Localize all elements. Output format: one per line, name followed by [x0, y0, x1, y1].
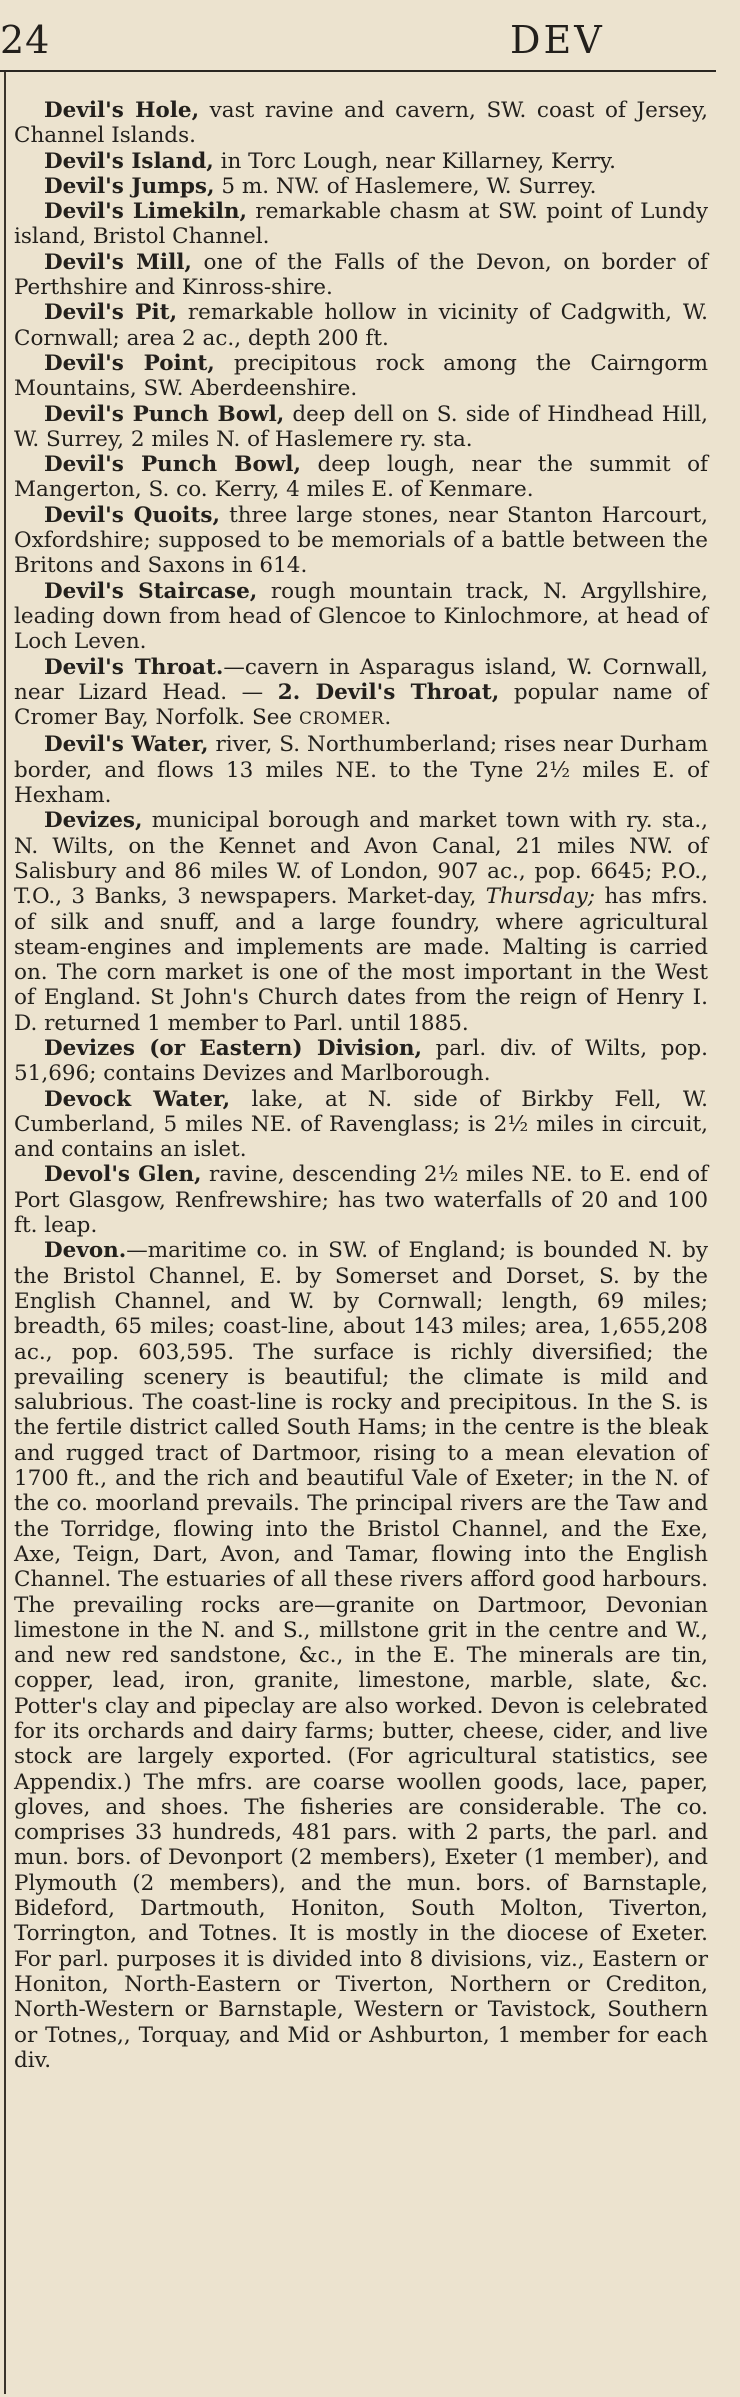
- entry-devizes-division: [14, 1036, 708, 1087]
- entry-headword: Devol's Glen,: [44, 1162, 202, 1188]
- entry-devils-jumps: [14, 174, 708, 199]
- entry-devils-water: [14, 732, 708, 808]
- entry-text: in Torc Lough, near Killarney, Kerry.: [213, 148, 616, 174]
- entry-headword: Devil's Limekiln,: [44, 199, 247, 225]
- entry-headword: Devil's Island,: [44, 148, 214, 174]
- entry-headword: Devil's Throat.: [44, 654, 224, 680]
- entry-text-2: popular name of Cromer Bay, Norfolk. See: [14, 679, 708, 731]
- entry-italic: Thursday;: [485, 884, 596, 910]
- entry-text: lake, at N. side of Birkby Fell, W. Cumberland, 5 miles NE. of Ravenglass; is 2½ miles in circuit, and contains an islet.: [14, 1086, 708, 1163]
- entry-headword: Devil's Quoits,: [44, 502, 220, 528]
- entry-text: parl. div. of Wilts, pop. 51,696; contains Devizes and Marlborough.: [14, 1035, 709, 1087]
- entry-devon: [14, 1238, 708, 2073]
- sense-number: 2.: [277, 679, 301, 705]
- entry-text: municipal borough and market town with ry. sta., N. Wilts, on the Kennet and Avon Canal, 21 miles NW. of Salisbury and 86 miles W. of London, 907 ac., pop. 6645; P.O., T.O., 3 Banks, 3 newspapers. Market-day,: [14, 808, 708, 910]
- page-number: 24: [0, 18, 51, 62]
- entry-text: river, S. Northumberland; rises near Durham border, and flows 13 miles NE. to the Tyne 2½ miles E. of Hexham.: [14, 732, 709, 809]
- entry-text: —cavern in Asparagus island, W. Cornwall, near Lizard Head. —: [14, 654, 708, 705]
- entry-text: one of the Falls of the Devon, on border of Perthshire and Kinross-shire.: [14, 249, 708, 301]
- entry-text: vast ravine and cavern, SW. coast of Jersey, Channel Islands.: [14, 98, 708, 149]
- entry-devils-hole: [14, 98, 708, 149]
- entry-text: —maritime co. in SW. of England; is bounded N. by the Bristol Channel, E. by Somerset and Dorset, S. by the English Channel, and W. by Cornwall; length, 69 miles; breadth, 65 miles; coast-line, about 143 miles; area, 1,655,208 ac., pop. 603,595. The surface is richly diversified; the prevailing scenery is beautiful; the climate is mild and salubrious. The coast-line is rocky and precipitous. In the S. is the fertile district called South Hams; in the centre is the bleak and rugged tract of Dartmoor, rising to a mean elevation of 1700 ft., and the rich and beautiful Vale of Exeter; in the N. of the co. moorland prevails. The principal rivers are the Taw and the Torridge, flowing into the Bristol Channel, and the Exe, Axe, Teign, Dart, Avon, and Tamar, flowing into the English Channel. The estuaries of all these rivers afford good harbours. The prevailing rocks are—granite on Dartmoor, Devonian limestone in the N. and S., millstone grit in the centre and W., and new red sandstone, &c., in the E. The minerals are tin, copper, lead, iron, granite, limestone, marble, slate, &c. Potter's clay and pipeclay are also worked. Devon is celebrated for its orchards and dairy farms; butter, cheese, cider, and live stock are largely exported. (For agricultural statistics, see Appendix.) The mfrs. are coarse woollen goods, lace, paper, gloves, and shoes. The fisheries are considerable. The co. comprises 33 hundreds, 481 pars. with 2 parts, the parl. and mun. bors. of Devonport (2 members), Exeter (1 member), and Plymouth (2 members), and the mun. bors. of Barnstaple, Bideford, Dartmouth, Honiton, South Molton, Tiverton, Torrington, and Totnes. It is mostly in the diocese of Exeter. For parl. purposes it is divided into 8 divisions, viz., Eastern or Honiton, North-Eastern or Tiverton, Northern or Crediton, North-Western or Barnstaple, Western or Tavistock, Southern or Totnes,, Torquay, and Mid or Ashburton, 1 member for each div.: [14, 1238, 708, 2073]
- entry-devils-mill: [14, 250, 708, 301]
- entry-headword: Devock Water,: [44, 1086, 231, 1112]
- entry-devils-punch-bowl-kerry: [14, 452, 708, 503]
- entry-headword: Devil's Water,: [44, 732, 209, 758]
- entry-text: deep dell on S. side of Hindhead Hill, W. Surrey, 2 miles N. of Haslemere ry. sta.: [14, 401, 708, 452]
- running-head: DEV: [510, 18, 605, 62]
- entry-text: deep lough, near the summit of Mangerton, S. co. Kerry, 4 miles E. of Kenmare.: [14, 452, 708, 503]
- entry-headword-2: Devil's Throat,: [300, 679, 500, 705]
- cross-reference: CROMER: [299, 709, 385, 730]
- entry-devils-island: [14, 149, 708, 174]
- entry-devils-quoits: [14, 503, 708, 579]
- entry-devils-point: [14, 351, 708, 402]
- entry-text: 5 m. NW. of Haslemere, W. Surrey.: [214, 173, 597, 199]
- entry-devils-staircase: [14, 579, 708, 655]
- entry-text-end: .: [384, 705, 392, 731]
- entry-headword: Devil's Punch Bowl,: [44, 401, 285, 427]
- entry-headword: Devil's Point,: [44, 350, 215, 376]
- entry-headword: Devon.: [44, 1238, 127, 1264]
- entry-headword: Devil's Hole,: [44, 98, 200, 123]
- entry-headword: Devil's Mill,: [44, 249, 192, 275]
- entry-text: rough mountain track, N. Argyllshire, leading down from head of Glencoe to Kinlochmore, at head of Loch Leven.: [14, 578, 708, 655]
- entries-column: [14, 98, 708, 2073]
- entry-text: remarkable hollow in vicinity of Cadgwith, W. Cornwall; area 2 ac., depth 200 ft.: [14, 300, 708, 351]
- column-rule: [4, 72, 6, 2394]
- entry-headword: Devil's Staircase,: [44, 578, 258, 604]
- entry-devils-limekiln: [14, 199, 708, 250]
- entry-text: three large stones, near Stanton Harcourt, Oxfordshire; supposed to be memorials of a battle between the Britons and Saxons in 614.: [14, 502, 708, 579]
- entry-headword: Devizes (or Eastern) Division,: [44, 1035, 423, 1061]
- entry-devils-pit: [14, 300, 708, 351]
- entry-text: precipitous rock among the Cairngorm Mountains, SW. Aberdeenshire.: [14, 350, 709, 402]
- entry-devizes: [14, 808, 708, 1036]
- entry-text-cont: has mfrs. of silk and snuff, and a large foundry, where agricultural steam-engines and implements are made. Malting is carried on. The corn market is one of the most important in the West of England. St John's Church dates from the reign of Henry I. D. returned 1 member to Parl. until 1885.: [14, 884, 709, 1036]
- entry-text: remarkable chasm at SW. point of Lundy island, Bristol Channel.: [14, 199, 708, 250]
- entry-devock-water: [14, 1087, 708, 1163]
- entry-devils-punch-bowl-surrey: [14, 402, 708, 453]
- entry-headword: Devil's Punch Bowl,: [44, 452, 301, 478]
- entry-headword: Devil's Jumps,: [44, 173, 215, 199]
- entry-devils-throat: [14, 655, 708, 733]
- header-rule: [0, 70, 716, 72]
- entry-text: ravine, descending 2½ miles NE. to E. end of Port Glasgow, Renfrewshire; has two waterfalls of 20 and 100 ft. leap.: [14, 1162, 709, 1239]
- entry-headword: Devil's Pit,: [44, 300, 178, 326]
- page-header: [0, 0, 740, 75]
- entry-devols-glen: [14, 1162, 708, 1238]
- entry-headword: Devizes,: [44, 808, 143, 834]
